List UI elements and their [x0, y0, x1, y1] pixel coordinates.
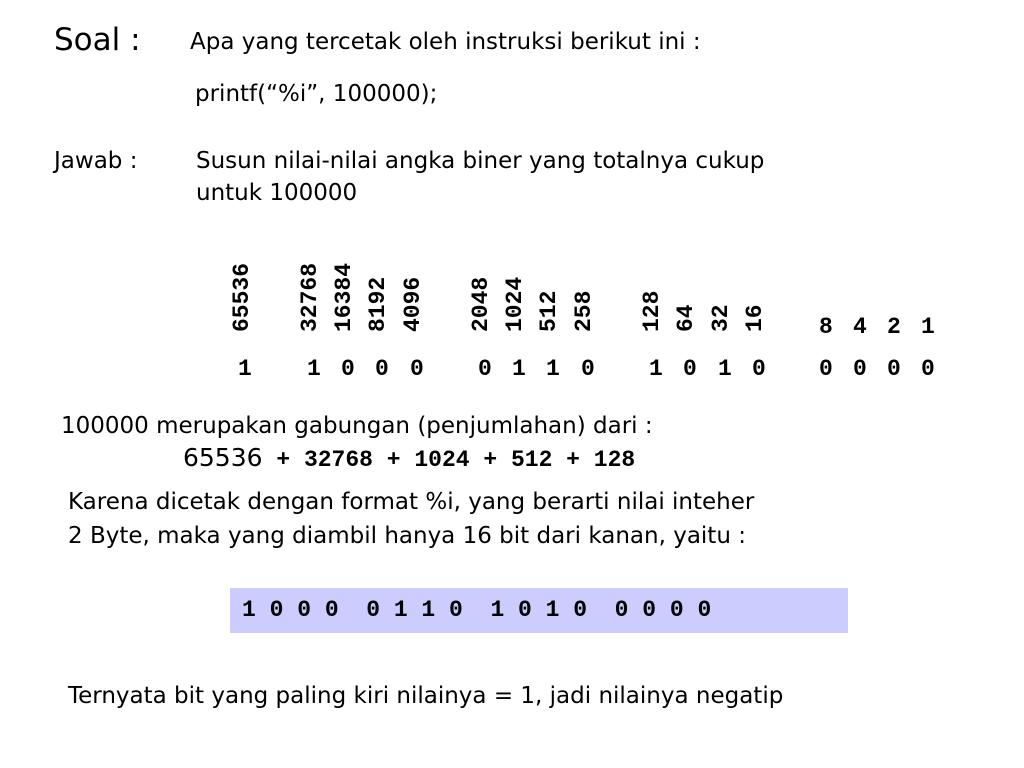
bit-4096: 0 [410, 356, 424, 382]
place-value-2: 2 [887, 314, 901, 340]
bit-1024: 1 [512, 356, 526, 382]
bit-64: 0 [683, 356, 697, 382]
place-value-64: 64 [673, 304, 699, 332]
sum-expression [183, 443, 635, 473]
bit-128: 1 [649, 356, 663, 382]
explanation-line-2: 2 Byte, maka yang diambil hanya 16 bit dari kanan, yaitu : [68, 523, 746, 549]
place-value-8192: 8192 [365, 276, 391, 332]
bit-1: 0 [921, 356, 935, 382]
soal-code: printf(“%i”, 100000); [195, 81, 438, 107]
place-value-16: 16 [742, 304, 768, 332]
bit-512: 1 [546, 356, 560, 382]
place-value-1024: 1024 [502, 276, 528, 332]
bit-65536: 1 [238, 356, 252, 382]
jawab-label: Jawab : [54, 148, 138, 174]
place-value-4096: 4096 [400, 276, 426, 332]
place-value-128: 128 [639, 290, 665, 332]
bit-8: 0 [819, 356, 833, 382]
place-value-2048: 2048 [468, 276, 494, 332]
soal-question: Apa yang tercetak oleh instruksi berikut ini : [190, 29, 701, 55]
place-value-1: 1 [921, 314, 935, 340]
place-value-32: 32 [708, 304, 734, 332]
bit-2: 0 [887, 356, 901, 382]
bit-2048: 0 [478, 356, 492, 382]
bit-32768: 1 [307, 356, 321, 382]
sum-remaining-terms: + 32768 + 1024 + 512 + 128 [262, 447, 636, 473]
place-value-4: 4 [853, 314, 867, 340]
result-bits: 1 0 0 0 0 1 1 0 1 0 1 0 0 0 0 0 [242, 597, 712, 623]
conclusion: Ternyata bit yang paling kiri nilainya = 1, jadi nilainya negatip [68, 683, 784, 709]
place-value-258: 258 [571, 290, 597, 332]
sum-statement: 100000 merupakan gabungan (penjumlahan) dari : [61, 413, 653, 439]
jawab-line-1: Susun nilai-nilai angka biner yang totalnya cukup [196, 148, 765, 174]
bit-16: 0 [752, 356, 766, 382]
place-value-8: 8 [819, 314, 833, 340]
bit-258: 0 [581, 356, 595, 382]
result-box [230, 588, 848, 633]
bit-8192: 0 [375, 356, 389, 382]
place-value-16384: 16384 [331, 262, 357, 332]
bit-32: 1 [718, 356, 732, 382]
place-value-65536: 65536 [229, 262, 255, 332]
place-value-32768: 32768 [297, 262, 323, 332]
sum-first-term: 65536 [183, 443, 263, 472]
jawab-line-2: untuk 100000 [196, 180, 358, 206]
explanation-line-1: Karena dicetak dengan format %i, yang berarti nilai inteher [68, 489, 755, 515]
bit-4: 0 [853, 356, 867, 382]
bit-16384: 0 [341, 356, 355, 382]
place-value-512: 512 [536, 290, 562, 332]
soal-label: Soal : [54, 22, 141, 58]
